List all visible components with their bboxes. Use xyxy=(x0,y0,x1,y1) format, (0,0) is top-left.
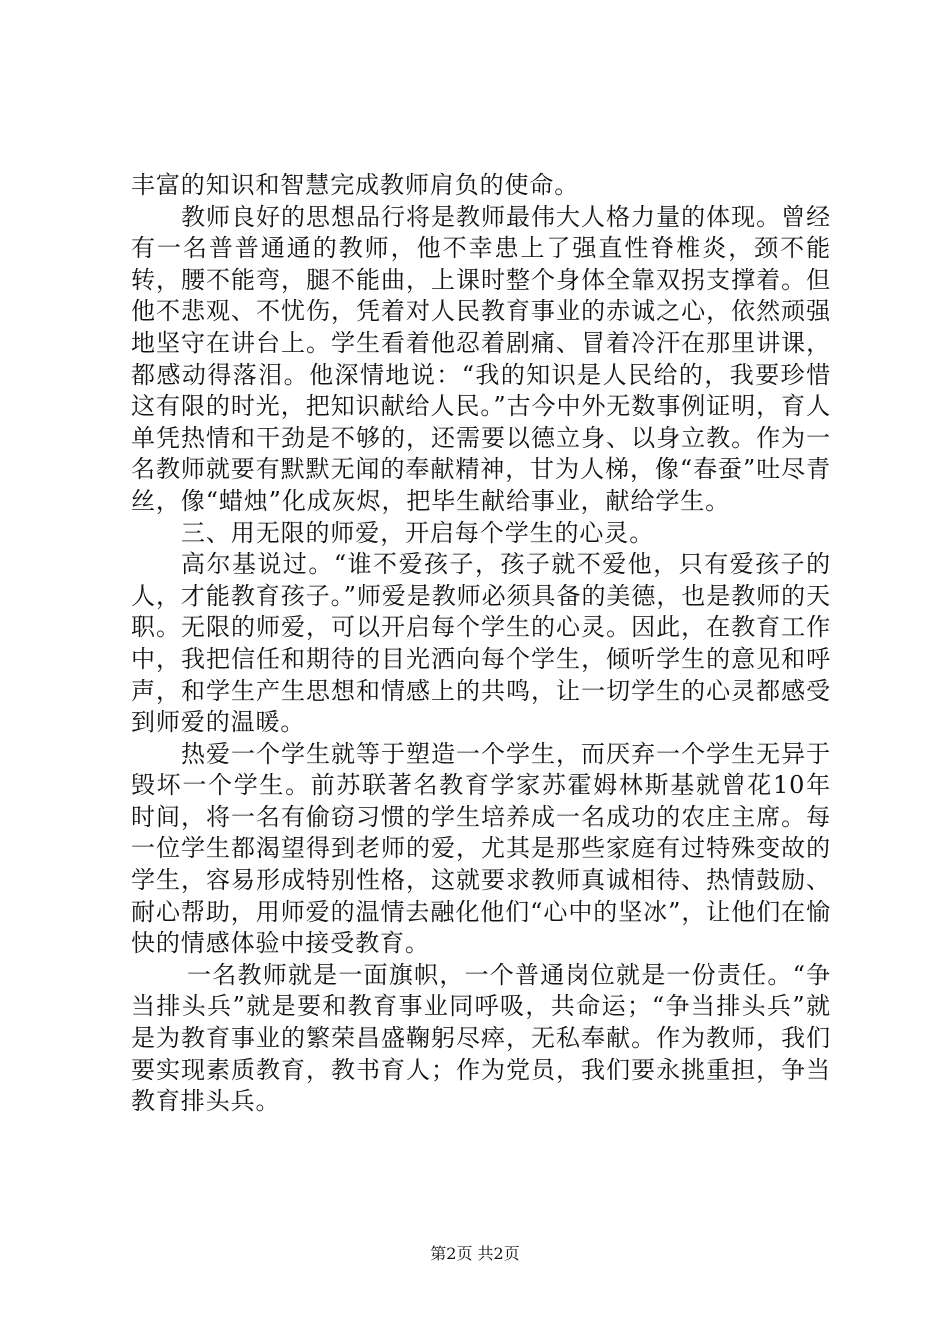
document-body xyxy=(131,170,831,1118)
paragraph-teacher-morality: 教师良好的思想品行将是教师最伟大人格力量的体现。曾经有一名普普通通的教师，他不幸患上了强直性脊椎炎，颈不能转，腰不能弯，腿不能曲，上课时整个身体全靠双拐支撑着。但他不悲观、不忧伤，凭着对人民教育事业的赤诚之心，依然顽强地坚守在讲台上。学生看着他忍着剧痛、冒着冷汗在那里讲课，都感动得落泪。他深情地说：“我的知识是人民给的，我要珍惜这有限的时光，把知识献给人民。”古今中外无数事例证明，育人单凭热情和干劲是不够的，还需要以德立身、以身立教。作为一名教师就要有默默无闻的奉献精神，甘为人梯，像“春蚕”吐尽青丝，像“蜡烛”化成灰烬，把毕生献给事业，献给学生。 xyxy=(131,202,831,515)
paragraph-continuation: 丰富的知识和智慧完成教师肩负的使命。 xyxy=(131,171,580,199)
paragraph-love-students: 热爱一个学生就等于塑造一个学生，而厌弃一个学生无异于毁坏一个学生。前苏联著名教育学家苏霍姆林斯基就曾花10年时间，将一名有偷窃习惯的学生培养成一名成功的农庄主席。每一位学生都渴望得到老师的爱，尤其是那些家庭有过特殊变故的学生，容易形成特别性格，这就要求教师真诚相待、热情鼓励、耐心帮助，用师爱的温情去融化他们“心中的坚冰”，让他们在愉快的情感体验中接受教育。 xyxy=(131,739,831,958)
paragraph-conclusion: 一名教师就是一面旗帜，一个普通岗位就是一份责任。“争当排头兵”就是要和教育事业同呼吸，共命运；“争当排头兵”就是为教育事业的繁荣昌盛鞠躬尽瘁，无私奉献。作为教师，我们要实现素质教育，教书育人；作为党员，我们要永挑重担，争当教育排头兵。 xyxy=(131,960,831,1116)
page-number-footer: 第2页 共2页 xyxy=(430,1244,520,1263)
paragraph-gorky-quote: 高尔基说过。“谁不爱孩子，孩子就不爱他，只有爱孩子的人，才能教育孩子。”师爱是教师必须具备的美德，也是教师的天职。无限的师爱，可以开启每个学生的心灵。因此，在教育工作中，我把信任和期待的目光洒向每个学生，倾听学生的意见和呼声，和学生产生思想和情感上的共鸣，让一切学生的心灵都感受到师爱的温暖。 xyxy=(131,550,831,737)
section-heading-three: 三、用无限的师爱，开启每个学生的心灵。 xyxy=(181,518,655,547)
